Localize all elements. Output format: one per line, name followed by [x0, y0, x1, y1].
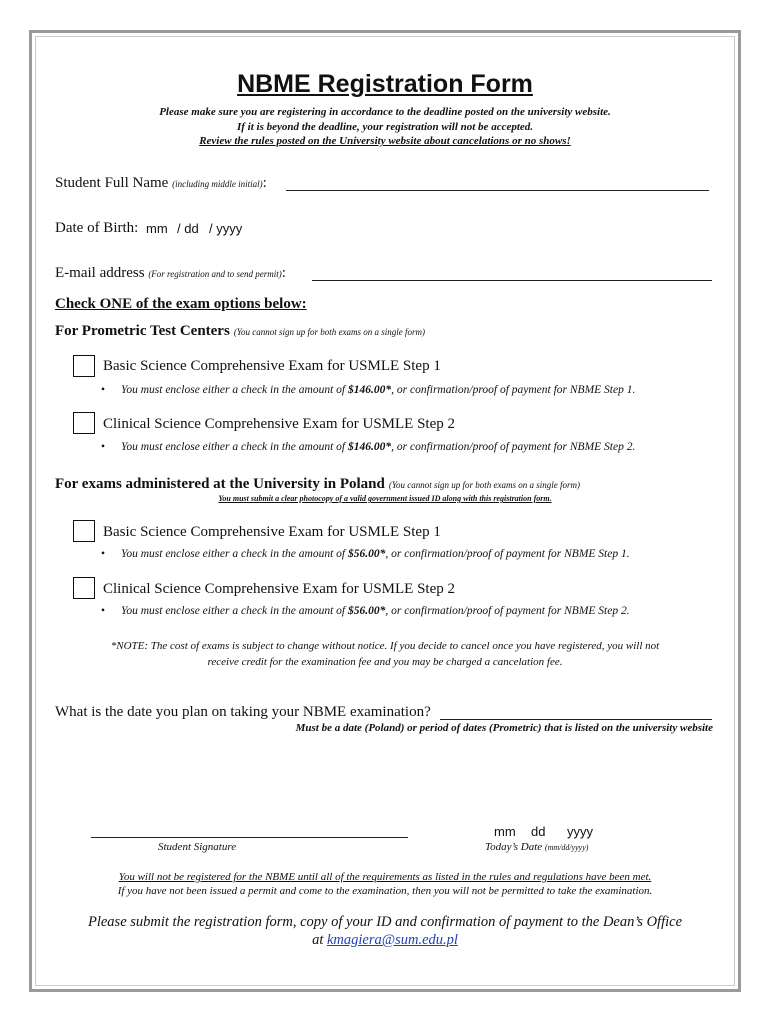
note-text: You must enclose either a check in the amount of	[121, 441, 348, 453]
signature-label: Student Signature	[158, 841, 237, 853]
submit-line-1: Please submit the registration form, copy of your ID and confirmation of payment to the Dean’s Office	[87, 914, 683, 930]
note-text: You must enclose either a check in the amount of	[121, 548, 348, 560]
submit-line-2	[0, 932, 770, 949]
email-label-text: E-mail address	[55, 265, 145, 281]
exam-date-question: What is the date you plan on taking your NBME examination?	[55, 704, 431, 720]
exam-date-input-line[interactable]	[440, 719, 712, 720]
cost-note-line-1: *NOTE: The cost of exams is subject to change without notice. If you decide to cancel once you have registered, you will not	[110, 640, 660, 652]
prometric-step2-note: • You must enclose either a check in the amount of $146.00*, or confirmation/proof of payment for NBME Step 2.	[101, 441, 636, 453]
today-month[interactable]: mm	[494, 824, 516, 839]
price: $146.00*	[347, 441, 392, 453]
note-text: , or confirmation/proof of payment for NBME Step 1.	[385, 548, 630, 560]
dob-label: Date of Birth:	[55, 220, 139, 236]
university-step2-note: • You must enclose either a check in the amount of $56.00*, or confirmation/proof of payment for NBME Step 2.	[101, 605, 630, 617]
university-step1-label: Basic Science Comprehensive Exam for USMLE Step 1	[103, 524, 441, 540]
signature-line[interactable]	[91, 837, 408, 838]
prometric-step1-note: • You must enclose either a check in the amount of $146.00*, or confirmation/proof of payment for NBME Step 1.	[101, 384, 636, 396]
name-colon: :	[262, 175, 267, 191]
note-text: , or confirmation/proof of payment for NBME Step 1.	[391, 384, 636, 396]
footer-line-1: You will not be registered for the NBME until all of the requirements as listed in the rules and regulations have been met.	[118, 871, 652, 883]
exam-date-hint: Must be a date (Poland) or period of dates (Prometric) that is listed on the university website	[295, 722, 713, 734]
footer-line-2: If you have not been issued a permit and come to the examination, then you will not be permitted to take the examination.	[117, 885, 653, 897]
intro-line-3: Review the rules posted on the University website about cancelations or no shows!	[199, 135, 571, 147]
exam-options-heading: Check ONE of the exam options below:	[55, 296, 307, 312]
name-hint: (including middle initial)	[172, 179, 263, 189]
prometric-step1-checkbox[interactable]	[73, 355, 95, 377]
today-date-label	[485, 841, 588, 853]
university-hint: (You cannot sign up for both exams on a single form)	[388, 480, 581, 490]
name-field-label	[55, 175, 267, 192]
price: $56.00*	[347, 548, 386, 560]
email-field-label	[55, 265, 286, 282]
price: $56.00*	[347, 605, 386, 617]
form-title: NBME Registration Form	[237, 70, 533, 98]
dob-month[interactable]: mm	[146, 221, 168, 236]
today-day[interactable]: dd	[531, 824, 546, 839]
note-text: , or confirmation/proof of payment for NBME Step 2.	[385, 605, 630, 617]
university-step1-note: • You must enclose either a check in the amount of $56.00*, or confirmation/proof of payment for NBME Step 1.	[101, 548, 630, 560]
dean-office-email-link[interactable]: kmagiera@sum.edu.pl	[326, 932, 458, 948]
prometric-heading-text: For Prometric Test Centers	[55, 323, 230, 339]
price: $146.00*	[347, 384, 392, 396]
email-input-line[interactable]	[312, 280, 712, 281]
submit-at: at	[312, 932, 327, 948]
note-text: You must enclose either a check in the amount of	[121, 384, 348, 396]
cost-note	[0, 638, 770, 670]
prometric-step2-checkbox[interactable]	[73, 412, 95, 434]
university-heading	[55, 475, 580, 493]
note-text: , or confirmation/proof of payment for NBME Step 2.	[391, 441, 636, 453]
today-date-label-text: Today’s Date	[485, 841, 543, 853]
name-label-text: Student Full Name	[55, 175, 169, 191]
university-id-note: You must submit a clear photocopy of a valid government issued ID along with this registration form.	[218, 494, 552, 503]
university-step2-checkbox[interactable]	[73, 577, 95, 599]
note-text: You must enclose either a check in the amount of	[121, 605, 348, 617]
intro-line-2: If it is beyond the deadline, your registration will not be accepted.	[236, 121, 534, 133]
university-heading-text: For exams administered at the University in Poland	[55, 476, 385, 492]
today-date-hint: (mm/dd/yyyy)	[544, 843, 589, 852]
cost-note-line-2: receive credit for the examination fee and you may be charged a cancelation fee.	[207, 656, 563, 668]
email-colon: :	[281, 265, 286, 281]
dob-year[interactable]: / yyyy	[209, 221, 243, 236]
prometric-hint: (You cannot sign up for both exams on a single form)	[233, 327, 425, 337]
name-input-line[interactable]	[286, 190, 709, 191]
intro-line-1: Please make sure you are registering in accordance to the deadline posted on the university website.	[159, 106, 611, 118]
university-step1-checkbox[interactable]	[73, 520, 95, 542]
email-hint: (For registration and to send permit)	[148, 269, 282, 279]
prometric-step2-label: Clinical Science Comprehensive Exam for USMLE Step 2	[103, 416, 456, 432]
dob-day[interactable]: / dd	[177, 221, 199, 236]
university-step2-label: Clinical Science Comprehensive Exam for USMLE Step 2	[103, 581, 456, 597]
today-year[interactable]: yyyy	[567, 824, 593, 839]
prometric-heading	[55, 322, 425, 340]
prometric-step1-label: Basic Science Comprehensive Exam for USMLE Step 1	[103, 358, 441, 374]
